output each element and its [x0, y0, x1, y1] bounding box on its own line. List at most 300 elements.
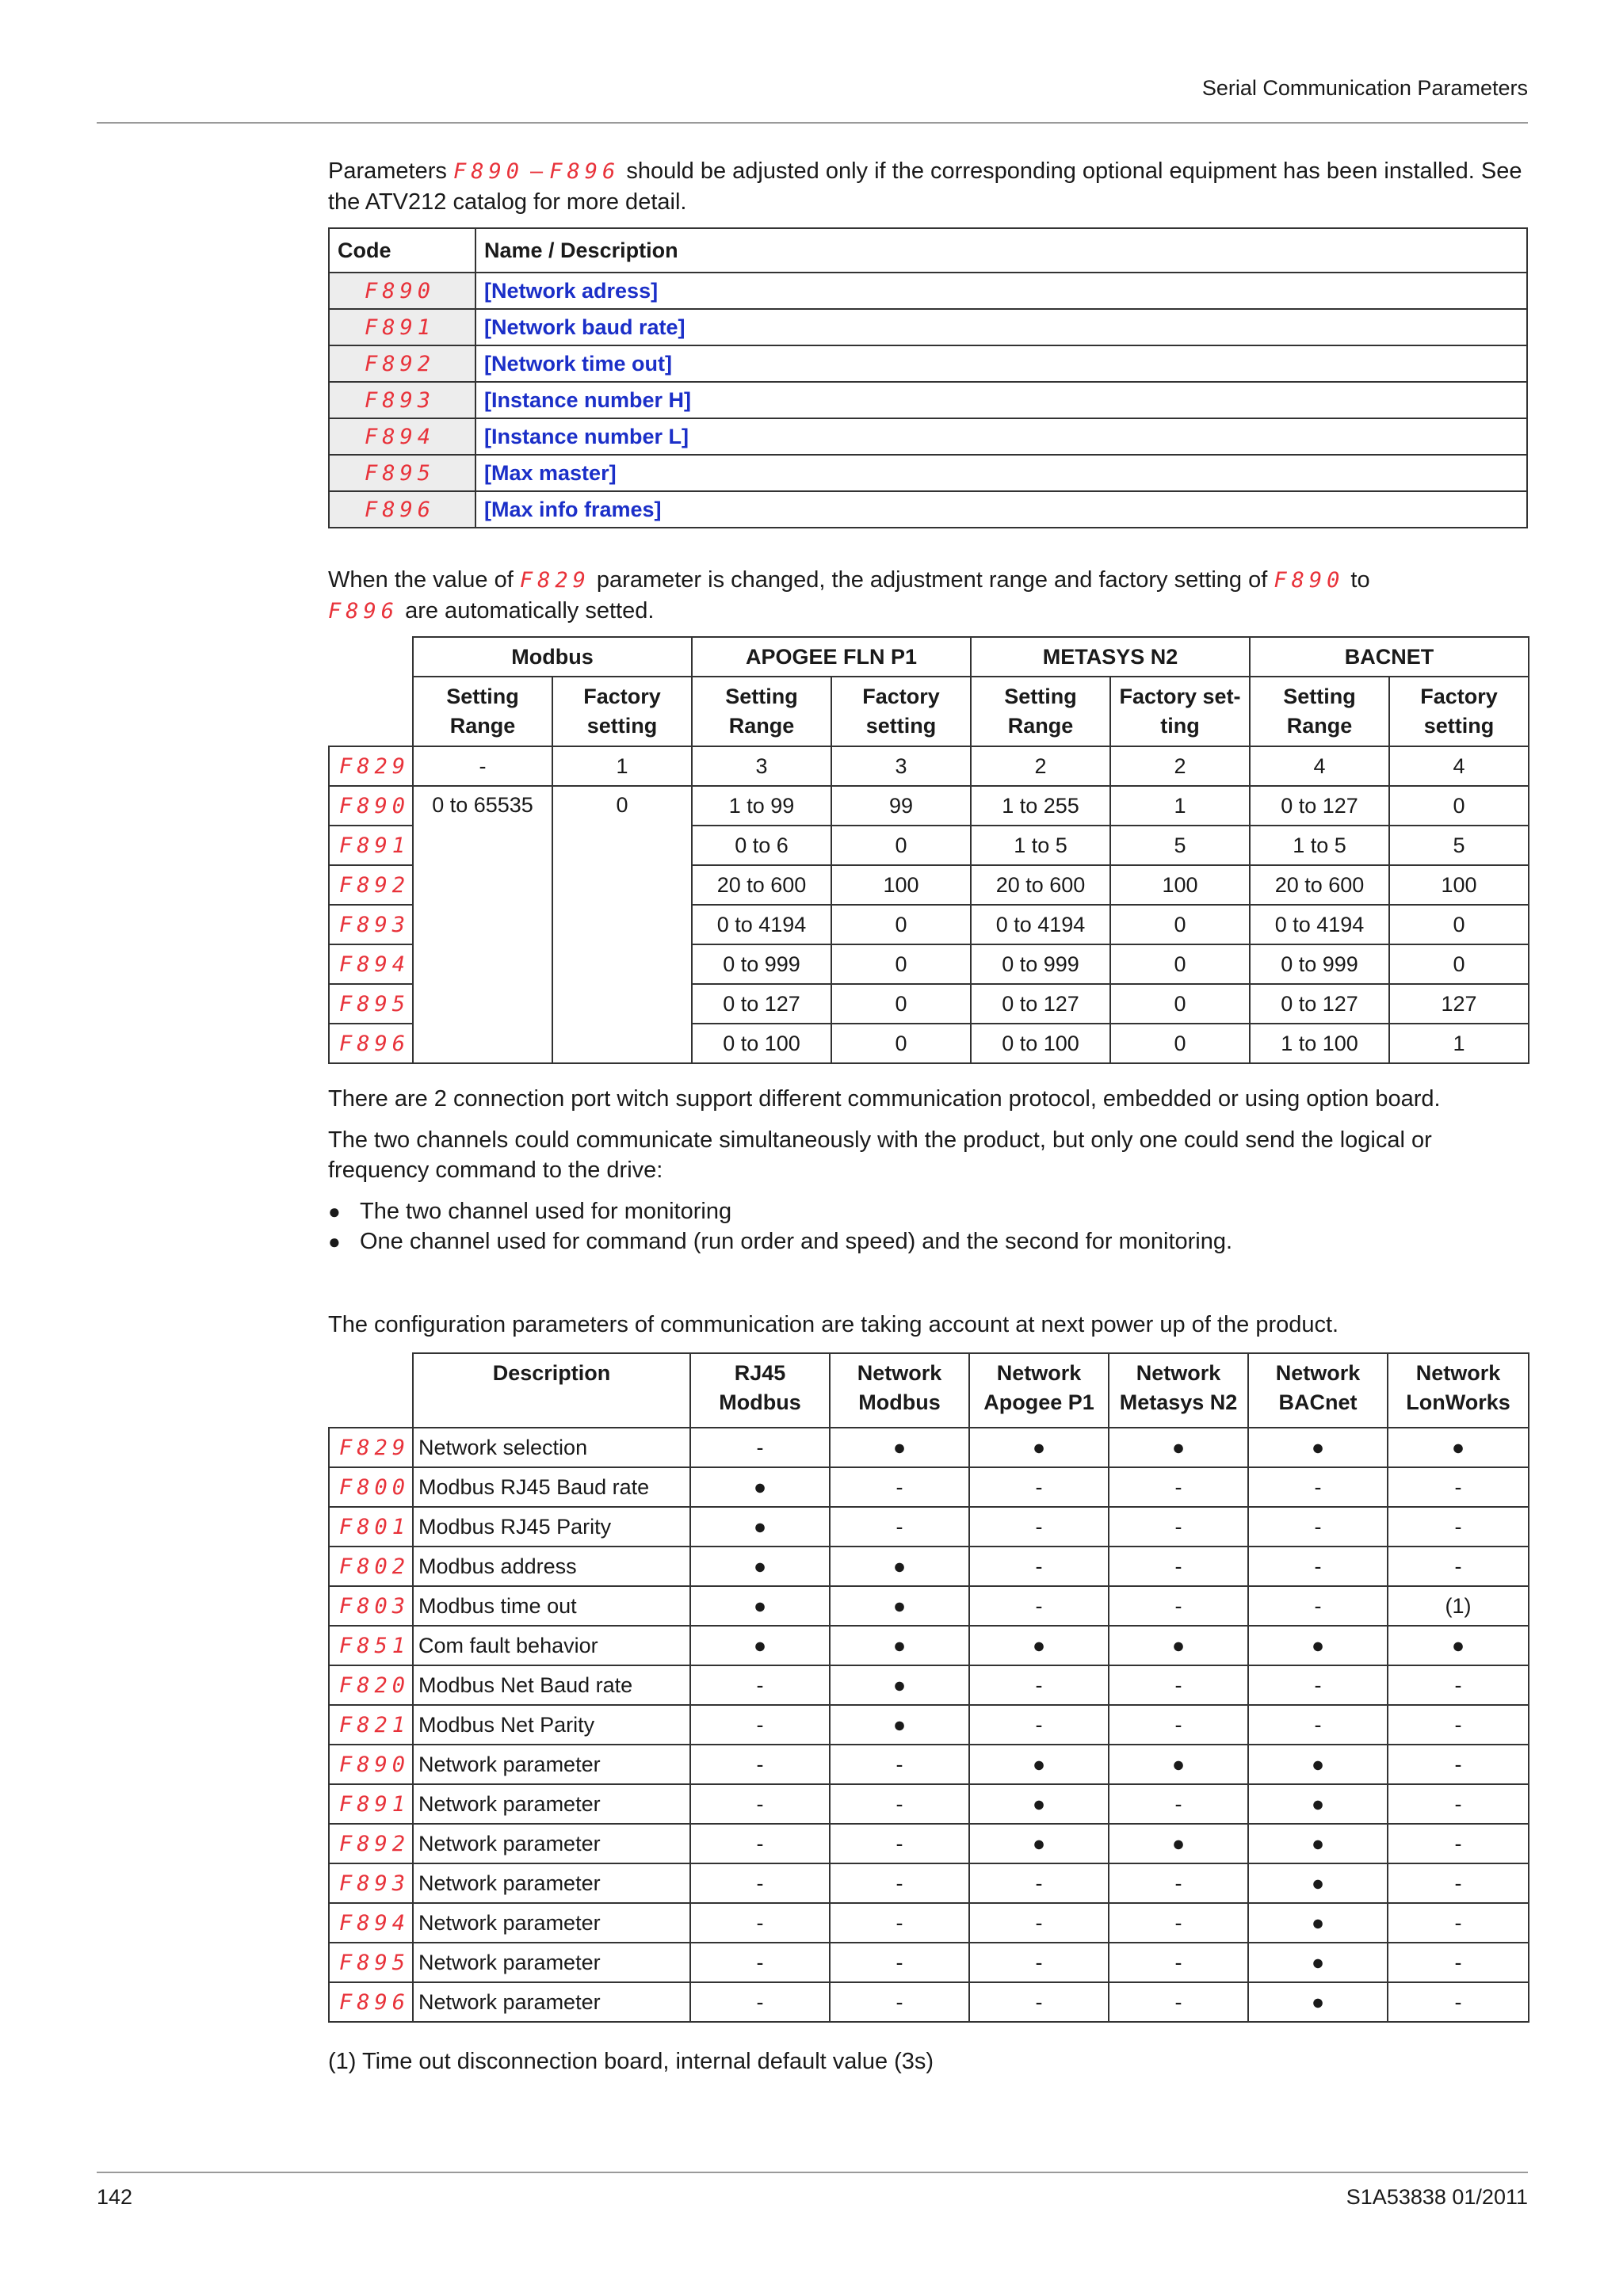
support-cell: - — [1248, 1507, 1388, 1547]
value-cell: 0 to 6 — [692, 826, 831, 865]
support-cell: ● — [830, 1547, 969, 1586]
param-name: [Network adress] — [475, 273, 1527, 309]
support-cell: ● — [830, 1586, 969, 1626]
value-cell: 1 to 255 — [971, 786, 1110, 826]
table-header-name: Name / Description — [475, 228, 1527, 273]
table-row — [329, 1547, 1529, 1586]
sub-header-factory: Factory setting — [831, 677, 971, 746]
table-row — [329, 1943, 1529, 1982]
param-description: Network selection — [413, 1428, 690, 1467]
param-code: F896 — [365, 497, 436, 522]
support-cell: - — [969, 1665, 1109, 1705]
support-cell: ● — [1248, 1863, 1388, 1903]
param-description: Modbus Net Parity — [413, 1705, 690, 1745]
support-cell: - — [830, 1507, 969, 1547]
support-cell: - — [1109, 1586, 1248, 1626]
value-cell: 5 — [1389, 826, 1529, 865]
value-cell: 0 to 999 — [692, 944, 831, 984]
param-code: F892 — [365, 351, 436, 376]
support-cell: ● — [1109, 1428, 1248, 1467]
param-code: F890 — [365, 278, 436, 303]
support-cell: - — [830, 1745, 969, 1784]
column-header: RJ45 Modbus — [690, 1353, 830, 1428]
support-cell: - — [1109, 1705, 1248, 1745]
param-code: F820 — [339, 1672, 411, 1698]
support-cell: - — [1109, 1784, 1248, 1824]
column-header: Network Modbus — [830, 1353, 969, 1428]
table-header-description: Description — [413, 1353, 690, 1428]
support-cell: ● — [1248, 1903, 1388, 1943]
table-row — [329, 1705, 1529, 1745]
support-cell: ● — [1248, 1428, 1388, 1467]
value-cell: 0 — [1110, 984, 1250, 1024]
table-row — [329, 1863, 1529, 1903]
value-cell: 4 — [1250, 746, 1389, 786]
support-cell: ● — [1248, 1745, 1388, 1784]
param-code: F894 — [339, 952, 411, 977]
sub-header-factory: Factory set- ting — [1110, 677, 1250, 746]
group-header: Modbus — [413, 637, 692, 677]
support-cell: ● — [1248, 1943, 1388, 1982]
support-cell: ● — [969, 1428, 1109, 1467]
support-cell: ● — [1109, 1745, 1248, 1784]
support-cell: - — [690, 1943, 830, 1982]
param-code-cell — [329, 1467, 413, 1507]
param-code-cell — [329, 786, 413, 826]
param-code-cell — [329, 1626, 413, 1665]
value-cell: 100 — [1389, 865, 1529, 905]
value-cell: 0 — [1110, 1024, 1250, 1063]
support-cell: - — [690, 1705, 830, 1745]
param-name: [Instance number H] — [475, 382, 1527, 418]
param-code: F892 — [339, 1831, 411, 1856]
value-cell: 0 — [1389, 905, 1529, 944]
param-code: F829 — [519, 568, 590, 593]
support-cell: ● — [1248, 1982, 1388, 2022]
param-code-cell — [329, 1982, 413, 2022]
value-cell: 100 — [831, 865, 971, 905]
support-cell: ● — [1248, 1626, 1388, 1665]
channels-paragraph: The two channels could communicate simultaneously with the product, but only one could send the logical or frequency command to the drive: — [328, 1127, 1432, 1183]
support-cell: ● — [1109, 1824, 1248, 1863]
value-cell: 1 — [1110, 786, 1250, 826]
modbus-factory-cell: 0 — [552, 786, 692, 1063]
support-cell: - — [969, 1467, 1109, 1507]
intro-dash: – — [523, 158, 550, 184]
sub-header-range: Setting Range — [692, 677, 831, 746]
support-cell: - — [690, 1903, 830, 1943]
param-code-cell — [329, 418, 475, 455]
support-cell: - — [1109, 1467, 1248, 1507]
param-code: F800 — [339, 1474, 411, 1500]
param-code-cell — [329, 1903, 413, 1943]
support-cell: - — [1388, 1467, 1529, 1507]
support-cell: - — [1109, 1982, 1248, 2022]
table-row — [329, 1428, 1529, 1467]
support-cell: ● — [830, 1626, 969, 1665]
support-cell: - — [1388, 1784, 1529, 1824]
support-cell: - — [690, 1863, 830, 1903]
table-header-code: Code — [329, 228, 475, 273]
intro-text-1: Parameters — [328, 158, 453, 184]
support-cell: - — [969, 1547, 1109, 1586]
param-code: F890 — [339, 793, 411, 818]
support-cell: - — [1109, 1665, 1248, 1705]
document-reference: S1A53838 01/2011 — [1346, 2185, 1528, 2209]
param-description: Network parameter — [413, 1824, 690, 1863]
protocol-settings-table — [328, 636, 1529, 1064]
support-cell: - — [1388, 1903, 1529, 1943]
table-row — [329, 1903, 1529, 1943]
param-code: F829 — [339, 753, 411, 779]
param-code-cell — [329, 273, 475, 309]
support-cell: - — [1109, 1903, 1248, 1943]
value-cell: 0 to 4194 — [1250, 905, 1389, 944]
column-header: Network Apogee P1 — [969, 1353, 1109, 1428]
table-row — [329, 455, 1527, 491]
param-code: F801 — [339, 1514, 411, 1539]
value-cell: 0 to 127 — [1250, 786, 1389, 826]
param-code: F894 — [339, 1910, 411, 1936]
support-cell: - — [1388, 1982, 1529, 2022]
param-code-cell — [329, 1547, 413, 1586]
value-cell: 0 — [831, 984, 971, 1024]
param-name: [Network time out] — [475, 345, 1527, 382]
param-description: Com fault behavior — [413, 1626, 690, 1665]
intro-text-2: should be adjusted only if the corresponding optional equipment has been installed. See the ATV212 catalog for more detail. — [328, 158, 1522, 215]
param-code-cell — [329, 1705, 413, 1745]
table-row — [329, 1586, 1529, 1626]
footnote-text: (1) Time out disconnection board, internal default value (3s) — [328, 2049, 934, 2074]
param-code-cell — [329, 1024, 413, 1063]
value-cell: 2 — [971, 746, 1110, 786]
para2-text-1: When the value of — [328, 567, 520, 593]
param-code-cell — [329, 1428, 413, 1467]
support-cell: - — [830, 1982, 969, 2022]
support-cell: - — [690, 1784, 830, 1824]
param-description: Network parameter — [413, 1943, 690, 1982]
support-cell: ● — [690, 1467, 830, 1507]
param-code-cell — [329, 944, 413, 984]
param-code-cell — [329, 984, 413, 1024]
table-row — [329, 1467, 1529, 1507]
sub-header-range: Setting Range — [413, 677, 552, 746]
range-note-paragraph — [328, 565, 1528, 627]
page-header-title: Serial Communication Parameters — [1201, 76, 1528, 100]
param-code-cell — [329, 826, 413, 865]
list-item: ● The two channel used for monitoring — [328, 1196, 1528, 1226]
value-cell: 0 — [831, 944, 971, 984]
table-row — [329, 1824, 1529, 1863]
table-row — [329, 1784, 1529, 1824]
group-header: METASYS N2 — [971, 637, 1250, 677]
param-code-cell — [329, 455, 475, 491]
support-cell: ● — [690, 1626, 830, 1665]
value-cell: 0 to 100 — [971, 1024, 1110, 1063]
value-cell: 3 — [692, 746, 831, 786]
support-cell: - — [830, 1824, 969, 1863]
support-cell: - — [830, 1784, 969, 1824]
param-name: [Instance number L] — [475, 418, 1527, 455]
param-description: Modbus address — [413, 1547, 690, 1586]
param-code: F895 — [365, 460, 436, 486]
column-header: Network BACnet — [1248, 1353, 1388, 1428]
param-code-cell — [329, 1863, 413, 1903]
param-code-cell — [329, 491, 475, 528]
value-cell: 20 to 600 — [971, 865, 1110, 905]
param-code: F890 — [1274, 568, 1345, 593]
support-cell: ● — [969, 1824, 1109, 1863]
page-number: 142 — [97, 2185, 133, 2209]
param-code: F890 — [339, 1752, 411, 1777]
value-cell: 0 to 999 — [971, 944, 1110, 984]
value-cell: 99 — [831, 786, 971, 826]
support-cell: - — [830, 1943, 969, 1982]
param-name: [Max info frames] — [475, 491, 1527, 528]
param-code: F894 — [365, 424, 436, 449]
table-row — [329, 1626, 1529, 1665]
param-code: F891 — [365, 315, 436, 340]
support-cell: - — [1109, 1507, 1248, 1547]
value-cell: 127 — [1389, 984, 1529, 1024]
param-code: F896 — [549, 159, 621, 184]
param-code: F892 — [339, 872, 411, 898]
para2-text-3: to — [1344, 567, 1370, 593]
support-cell: ● — [969, 1784, 1109, 1824]
param-code: F896 — [328, 599, 399, 624]
corner-blank — [329, 637, 413, 677]
value-cell: 0 to 127 — [971, 984, 1110, 1024]
support-cell: - — [690, 1665, 830, 1705]
footer-divider — [97, 2172, 1528, 2173]
param-code-cell — [329, 1824, 413, 1863]
intro-paragraph — [328, 156, 1528, 217]
value-cell: 0 to 127 — [1250, 984, 1389, 1024]
param-code: F802 — [339, 1554, 411, 1579]
value-cell: 0 to 999 — [1250, 944, 1389, 984]
support-cell: - — [969, 1982, 1109, 2022]
support-cell: - — [830, 1863, 969, 1903]
param-code: F890 — [453, 159, 524, 184]
param-code: F803 — [339, 1593, 411, 1619]
param-code: F893 — [339, 912, 411, 937]
footnote — [328, 2046, 1528, 2077]
param-description: Network parameter — [413, 1784, 690, 1824]
support-cell: - — [1388, 1863, 1529, 1903]
table-row — [329, 1745, 1529, 1784]
sub-header-range: Setting Range — [971, 677, 1110, 746]
param-description: Network parameter — [413, 1745, 690, 1784]
value-cell: 20 to 600 — [1250, 865, 1389, 905]
param-description: Modbus RJ45 Parity — [413, 1507, 690, 1547]
value-cell: 1 — [1389, 1024, 1529, 1063]
param-code-cell — [329, 865, 413, 905]
group-header: APOGEE FLN P1 — [692, 637, 971, 677]
value-cell: 0 to 4194 — [692, 905, 831, 944]
bullet-list — [328, 1196, 1528, 1257]
value-cell: 5 — [1110, 826, 1250, 865]
support-cell: - — [969, 1943, 1109, 1982]
param-description: Network parameter — [413, 1903, 690, 1943]
table-row — [329, 1507, 1529, 1547]
para2-text-4: are automatically setted. — [399, 598, 655, 624]
param-code-cell — [329, 746, 413, 786]
support-cell: - — [690, 1745, 830, 1784]
param-code: F896 — [339, 1989, 411, 2015]
ports-paragraph: There are 2 connection port witch support different communication protocol, embedded or using option board. — [328, 1086, 1441, 1112]
support-cell: ● — [690, 1586, 830, 1626]
para2-text-2: parameter is changed, the adjustment range and factory setting of — [590, 567, 1274, 593]
param-code-cell — [329, 1745, 413, 1784]
param-description: Network parameter — [413, 1982, 690, 2022]
support-cell: - — [1388, 1507, 1529, 1547]
support-cell: - — [969, 1586, 1109, 1626]
network-parameters-table — [328, 227, 1528, 528]
support-cell: - — [969, 1903, 1109, 1943]
param-code-cell — [329, 309, 475, 345]
support-cell: - — [1388, 1943, 1529, 1982]
list-item: ● One channel used for command (run order and speed) and the second for monitoring. — [328, 1226, 1528, 1257]
group-header: BACNET — [1250, 637, 1529, 677]
param-code: F829 — [339, 1435, 411, 1460]
support-cell: - — [690, 1428, 830, 1467]
param-code: F851 — [339, 1633, 411, 1658]
param-description: Modbus time out — [413, 1586, 690, 1626]
support-cell: ● — [969, 1626, 1109, 1665]
value-cell: 0 — [1389, 786, 1529, 826]
param-code: F895 — [339, 1950, 411, 1975]
modbus-range-cell: - — [413, 746, 552, 786]
param-code: F891 — [339, 1791, 411, 1817]
param-code-cell — [329, 1586, 413, 1626]
param-description: Network parameter — [413, 1863, 690, 1903]
support-cell: - — [1109, 1547, 1248, 1586]
value-cell: 0 — [1110, 944, 1250, 984]
header-divider — [97, 122, 1528, 124]
param-code: F896 — [339, 1031, 411, 1056]
value-cell: 0 — [831, 905, 971, 944]
param-code: F821 — [339, 1712, 411, 1737]
column-header: Network Metasys N2 — [1109, 1353, 1248, 1428]
support-cell: ● — [1248, 1824, 1388, 1863]
support-cell: - — [1388, 1547, 1529, 1586]
support-cell: - — [1109, 1863, 1248, 1903]
support-cell: ● — [830, 1705, 969, 1745]
value-cell: 3 — [831, 746, 971, 786]
value-cell: 4 — [1389, 746, 1529, 786]
support-cell: ● — [1388, 1428, 1529, 1467]
support-cell: ● — [830, 1428, 969, 1467]
value-cell: 1 to 5 — [1250, 826, 1389, 865]
support-cell: - — [830, 1903, 969, 1943]
param-code-cell — [329, 1784, 413, 1824]
param-code: F893 — [365, 387, 436, 413]
table-row — [329, 345, 1527, 382]
param-name: [Network baud rate] — [475, 309, 1527, 345]
value-cell: 20 to 600 — [692, 865, 831, 905]
value-cell: 1 to 100 — [1250, 1024, 1389, 1063]
param-code-cell — [329, 1665, 413, 1705]
table-row — [329, 273, 1527, 309]
support-cell: - — [1388, 1824, 1529, 1863]
value-cell: 0 to 127 — [692, 984, 831, 1024]
table-row — [329, 746, 1529, 786]
param-description: Modbus RJ45 Baud rate — [413, 1467, 690, 1507]
sub-header-range: Setting Range — [1250, 677, 1389, 746]
value-cell: 1 to 5 — [971, 826, 1110, 865]
table-row — [329, 491, 1527, 528]
support-cell: - — [969, 1705, 1109, 1745]
corner-blank — [329, 677, 413, 746]
param-code-cell — [329, 1943, 413, 1982]
support-cell: - — [1388, 1665, 1529, 1705]
support-cell: ● — [1109, 1626, 1248, 1665]
column-header: Network LonWorks — [1388, 1353, 1529, 1428]
table-row — [329, 309, 1527, 345]
support-cell: ● — [690, 1547, 830, 1586]
support-cell: - — [1109, 1943, 1248, 1982]
support-cell: - — [1248, 1547, 1388, 1586]
table-row — [329, 418, 1527, 455]
value-cell: 0 to 4194 — [971, 905, 1110, 944]
param-code-cell — [329, 382, 475, 418]
table-row — [329, 786, 1529, 826]
support-cell: ● — [969, 1745, 1109, 1784]
value-cell: 2 — [1110, 746, 1250, 786]
support-cell: - — [690, 1982, 830, 2022]
support-cell: - — [1248, 1467, 1388, 1507]
value-cell: 1 to 99 — [692, 786, 831, 826]
value-cell: 0 — [831, 1024, 971, 1063]
modbus-range-cell: 0 to 65535 — [413, 786, 552, 1063]
table-row — [329, 1665, 1529, 1705]
support-cell: (1) — [1388, 1586, 1529, 1626]
support-cell: - — [1248, 1665, 1388, 1705]
param-code: F891 — [339, 833, 411, 858]
support-cell: - — [1388, 1705, 1529, 1745]
value-cell: 0 — [831, 826, 971, 865]
param-code-cell — [329, 1507, 413, 1547]
config-paragraph — [328, 1310, 1528, 1340]
sub-header-factory: Factory setting — [552, 677, 692, 746]
table-row — [329, 382, 1527, 418]
config-text: The configuration parameters of communication are taking account at next power up of the product. — [328, 1312, 1339, 1337]
value-cell: 100 — [1110, 865, 1250, 905]
support-cell: - — [1248, 1586, 1388, 1626]
param-name: [Max master] — [475, 455, 1527, 491]
value-cell: 0 — [1110, 905, 1250, 944]
support-cell: ● — [1248, 1784, 1388, 1824]
support-cell: - — [830, 1467, 969, 1507]
support-cell: - — [690, 1824, 830, 1863]
param-code: F893 — [339, 1871, 411, 1896]
support-cell: - — [969, 1507, 1109, 1547]
support-cell: - — [1388, 1745, 1529, 1784]
param-code-cell — [329, 905, 413, 944]
communication-config-table — [328, 1352, 1529, 2023]
support-cell: ● — [1388, 1626, 1529, 1665]
value-cell: 0 to 100 — [692, 1024, 831, 1063]
param-code: F895 — [339, 991, 411, 1016]
support-cell: ● — [830, 1665, 969, 1705]
value-cell: 0 — [1389, 944, 1529, 984]
support-cell: - — [969, 1863, 1109, 1903]
table-row — [329, 1982, 1529, 2022]
sub-header-factory: Factory setting — [1389, 677, 1529, 746]
modbus-factory-cell: 1 — [552, 746, 692, 786]
param-description: Modbus Net Baud rate — [413, 1665, 690, 1705]
support-cell: - — [1248, 1705, 1388, 1745]
